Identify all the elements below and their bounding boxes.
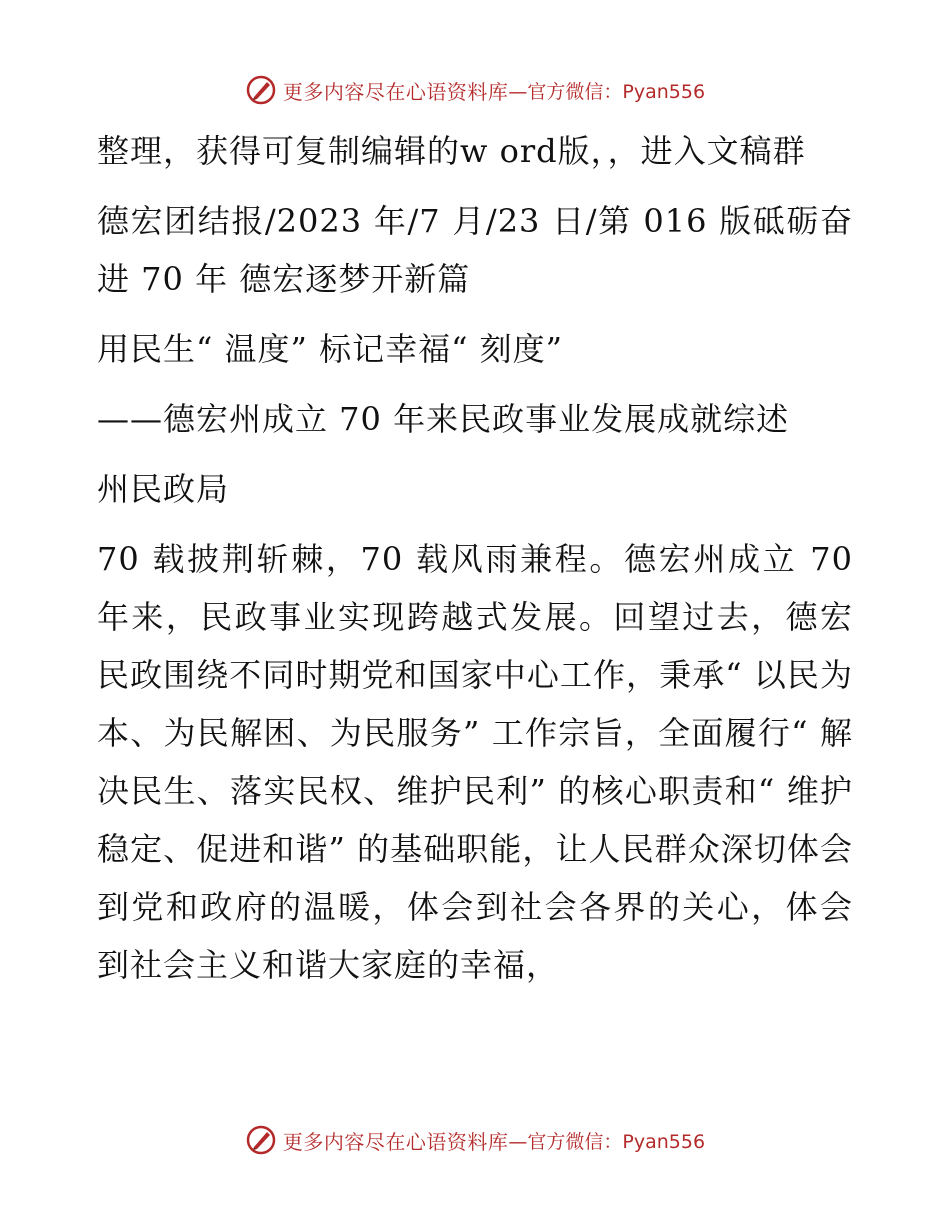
intro-line: 整理，获得可复制编辑的w ord版，，进入文稿群: [97, 132, 806, 170]
watermark-sub-text: —官方微信：Pyan556: [508, 80, 706, 103]
document-body: [97, 122, 853, 994]
quill-pen-logo-icon: [245, 74, 277, 106]
body-paragraph: 70 载披荆斩棘，70 载风雨兼程。德宏州成立 70 年来，民政事业实现跨越式发展。回望过去，德宏民政围绕不同时期党和国家中心工作，秉承“ 以民为本、为民解困、为民服务” 工作宗旨，全面履行“ 解决民生、落实民权、维护民利” 的核心职责和“ 维护稳定、促进和谐” 的基础职能，让人民群众深切体会到党和政府的温暖，体会到社会各界的关心，体会到社会主义和谐大家庭的幸福，: [97, 540, 853, 984]
author-line: 州民政局: [97, 470, 230, 508]
watermark-sub-text: —官方微信：Pyan556: [508, 1130, 706, 1153]
article-subtitle: ——德宏州成立 70 年来民政事业发展成就综述: [97, 400, 790, 438]
watermark-main-text: 更多内容尽在心语资料库: [282, 79, 509, 104]
header-watermark: [0, 70, 950, 110]
source-line: 德宏团结报/2023 年/7 月/23 日/第 016 版砥砺奋进 70 年 德宏逐梦开新篇: [97, 202, 853, 298]
footer-watermark: [0, 1120, 950, 1160]
article-title: 用民生“ 温度” 标记幸福“ 刻度”: [97, 330, 563, 368]
watermark-main-text: 更多内容尽在心语资料库: [282, 1129, 509, 1154]
quill-pen-logo-icon: [245, 1124, 277, 1156]
